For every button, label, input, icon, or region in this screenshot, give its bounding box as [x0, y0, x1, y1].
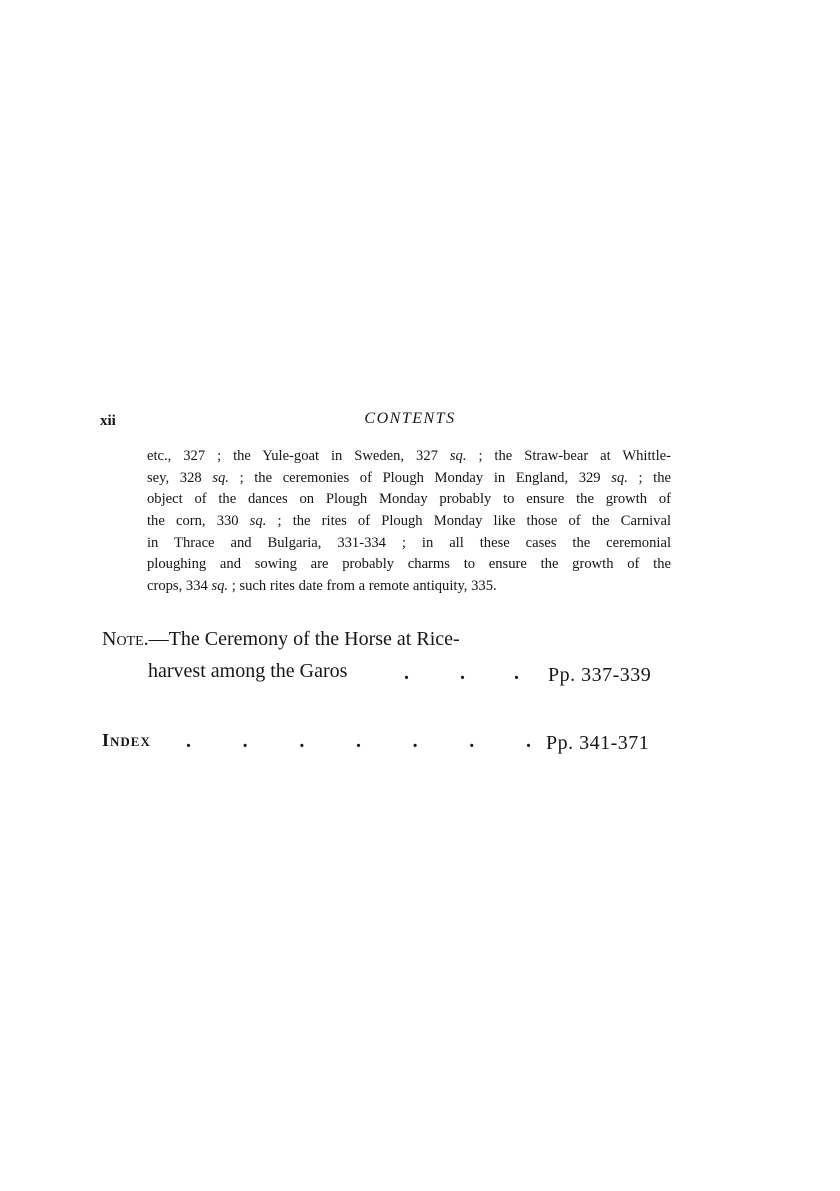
note-title-line1: —The Ceremony of the Horse at Rice- — [148, 628, 460, 650]
summary-line: object of the dances on Plough Monday probably to ensure the growth of — [147, 491, 671, 508]
note-title-line2: harvest among the Garos — [148, 660, 348, 682]
sq-abbreviation: sq. — [211, 578, 229, 595]
summary-line: sey, 328 sq. ; the ceremonies of Plough Monday in England, 329 sq. ; the — [147, 469, 671, 486]
leader-dot: . — [242, 730, 248, 752]
leader-dot: . — [299, 730, 305, 752]
leader-dot: . — [469, 730, 475, 752]
note-page-range[interactable]: Pp. 337-339 — [548, 664, 652, 686]
index-label[interactable]: Index — [102, 730, 151, 750]
leader-dot: . — [355, 730, 361, 752]
sq-abbreviation: sq. — [449, 448, 467, 464]
running-head: CONTENTS — [364, 410, 456, 427]
sq-abbreviation: sq. — [611, 469, 628, 486]
page-number: xii — [100, 413, 116, 429]
note-entry-title[interactable] — [102, 628, 460, 651]
leader-dot: . — [412, 730, 418, 752]
leader-dot: . — [514, 662, 519, 684]
sq-abbreviation: sq. — [212, 469, 229, 486]
summary-line: crops, 334 sq. ; such rites date from a remote antiquity, 335. — [147, 578, 497, 595]
sq-abbreviation: sq. — [249, 513, 267, 530]
leader-dot: . — [460, 662, 465, 684]
index-leader — [186, 730, 531, 753]
summary-line: in Thrace and Bulgaria, 331-334 ; in all these cases the ceremonial — [147, 534, 671, 551]
chapter-summary — [147, 446, 671, 598]
note-label: Note. — [102, 628, 149, 650]
leader-dot: . — [186, 730, 191, 752]
index-page-range[interactable]: Pp. 341-371 — [546, 732, 650, 754]
summary-line: the corn, 330 sq. ; the rites of Plough Monday like those of the Carnival — [147, 513, 671, 530]
summary-line: ploughing and sowing are probably charms to ensure the growth of the — [147, 556, 671, 573]
summary-line: etc., 327 ; the Yule-goat in Sweden, 327 sq. ; the Straw-bear at Whittle- — [147, 448, 671, 464]
leader-dot: . — [525, 730, 531, 752]
leader-dot: . — [404, 662, 409, 684]
